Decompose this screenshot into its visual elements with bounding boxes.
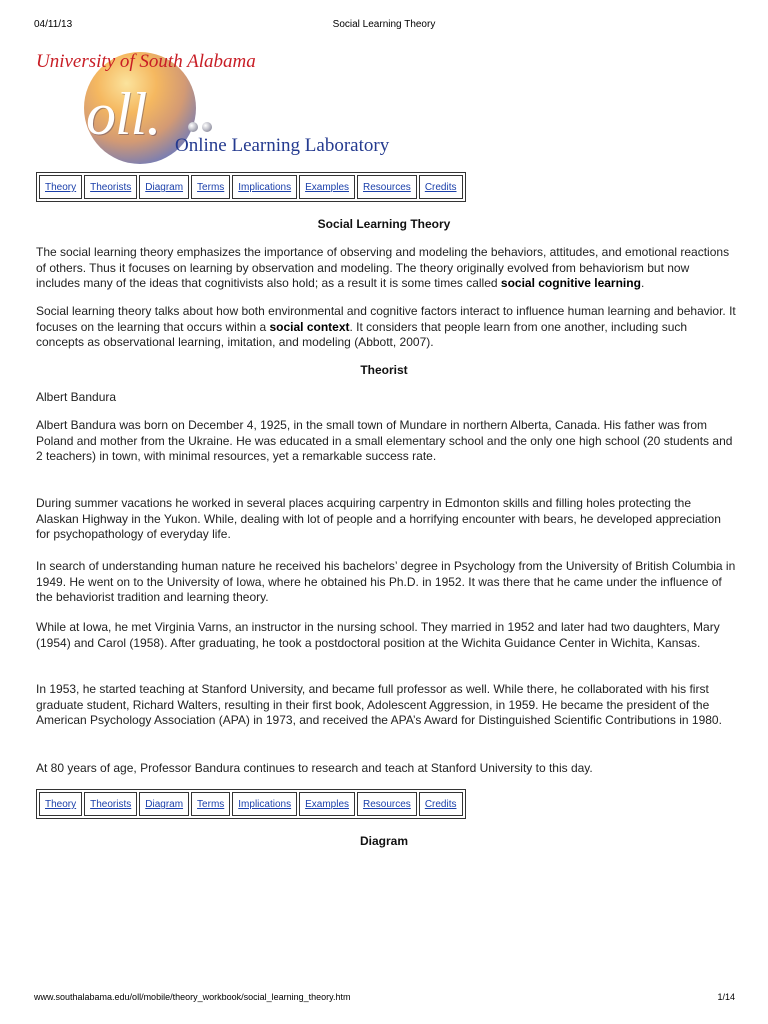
- print-header: [0, 0, 768, 30]
- nav-link-theory[interactable]: Theory: [39, 792, 82, 816]
- bio-paragraph-5: In 1953, he started teaching at Stanford University, and became full professor as well. While there, he collaborated with his first graduate student, Richard Walters, resulting in their first book, Adolescent Aggression, in 1959. He became the president of the American Psychology Association (APA) in 1973, and received the APA’s Award for Distinguished Scientific Contributions in 1980.: [36, 682, 722, 727]
- intro-bold-1: social cognitive learning: [500, 276, 641, 290]
- lab-name: Online Learning Laboratory: [175, 135, 390, 156]
- nav-link-theorists[interactable]: Theorists: [84, 175, 137, 199]
- intro-paragraph-2: [36, 304, 736, 351]
- site-logo: [36, 48, 416, 164]
- nav-link-diagram[interactable]: Diagram: [139, 175, 189, 199]
- nav-link-examples[interactable]: Examples: [299, 175, 355, 199]
- nav-link-credits[interactable]: Credits: [419, 175, 463, 199]
- university-name: University of South Alabama: [36, 51, 256, 72]
- footer-url: www.southalabama.edu/oll/mobile/theory_workbook/social_learning_theory.htm: [34, 992, 351, 1002]
- print-title: Social Learning Theory: [332, 19, 436, 30]
- bio-paragraph-3: In search of understanding human nature he received his bachelors’ degree in Psychology from the University of British Columbia in 1949. He went on to the University of Iowa, where he obtained his Ph.D. in 1952. It was there that he came under the influence of the behaviorist tradition and learning theory.: [36, 559, 736, 604]
- nav-link-terms[interactable]: Terms: [191, 792, 230, 816]
- nav-link-resources[interactable]: Resources: [357, 175, 417, 199]
- bio-paragraph-2: During summer vacations he worked in several places acquiring carpentry in Edmonton skills and filling holes protecting the Alaskan Highway in the Yukon. While, dealing with lot of people and a horrifying encounter with bears, he developed appreciation for psychopathology of everyday life.: [36, 496, 721, 541]
- nav-link-theorists[interactable]: Theorists: [84, 792, 137, 816]
- intro-text-1: The social learning theory emphasizes the importance of observing and modeling the behaviors, attitudes, and emotional reactions of others. Thus it focuses on learning by observation and modeling. The theory originally evolved from behaviorism but now includes many of the ideas that cognitivists also hold; as a result it is some times called: [36, 245, 730, 290]
- nav-link-theory[interactable]: Theory: [39, 175, 82, 199]
- nav-link-credits[interactable]: Credits: [419, 792, 463, 816]
- intro-bold-2: social context: [269, 319, 350, 334]
- nav-link-implications[interactable]: Implications: [232, 792, 297, 816]
- bio-paragraph-6: At 80 years of age, Professor Bandura continues to research and teach at Stanford University to this day.: [36, 761, 593, 775]
- nav-link-examples[interactable]: Examples: [299, 792, 355, 816]
- bio-paragraph-4: While at Iowa, he met Virginia Varns, an instructor in the nursing school. They married in 1952 and later had two daughters, Mary (1954) and Carol (1958). After graduating, he took a postdoctoral position at the Wichita Guidance Center in Wichita, Kansas.: [36, 620, 720, 650]
- nav-bar-bottom: [36, 789, 466, 819]
- theorist-heading: Theorist: [360, 363, 408, 377]
- page-title: Social Learning Theory: [317, 217, 451, 231]
- theorist-name: Albert Bandura: [36, 390, 117, 404]
- nav-link-resources[interactable]: Resources: [357, 792, 417, 816]
- intro-paragraph-1: [36, 245, 736, 292]
- nav-bar-top: [36, 172, 466, 202]
- nav-link-diagram[interactable]: Diagram: [139, 792, 189, 816]
- intro-text-2b: . It considers that people learn from one another, including such concepts as observational learning, imitation, and modeling (Abbott, 2007).: [36, 319, 688, 349]
- intro-text-2a: Social learning theory talks about how both environmental and cognitive factors interact to influence human learning and behavior. It focuses on the learning that occurs within a: [36, 304, 736, 334]
- page-number: 1/14: [717, 992, 735, 1002]
- print-date: 04/11/13: [34, 19, 73, 30]
- diagram-heading: Diagram: [359, 834, 409, 848]
- intro-end-1: .: [640, 276, 645, 290]
- bio-paragraph-1: Albert Bandura was born on December 4, 1925, in the small town of Mundare in northern Alberta, Canada. His father was from Poland and mother from the Ukraine. He was educated in a small elementary school and the only one high school (20 students and 2 teachers) in town, with minimal resources, yet a remarkable success rate.: [36, 418, 733, 463]
- nav-link-terms[interactable]: Terms: [191, 175, 230, 199]
- logo-oll-text: oll.: [86, 81, 161, 147]
- nav-link-implications[interactable]: Implications: [232, 175, 297, 199]
